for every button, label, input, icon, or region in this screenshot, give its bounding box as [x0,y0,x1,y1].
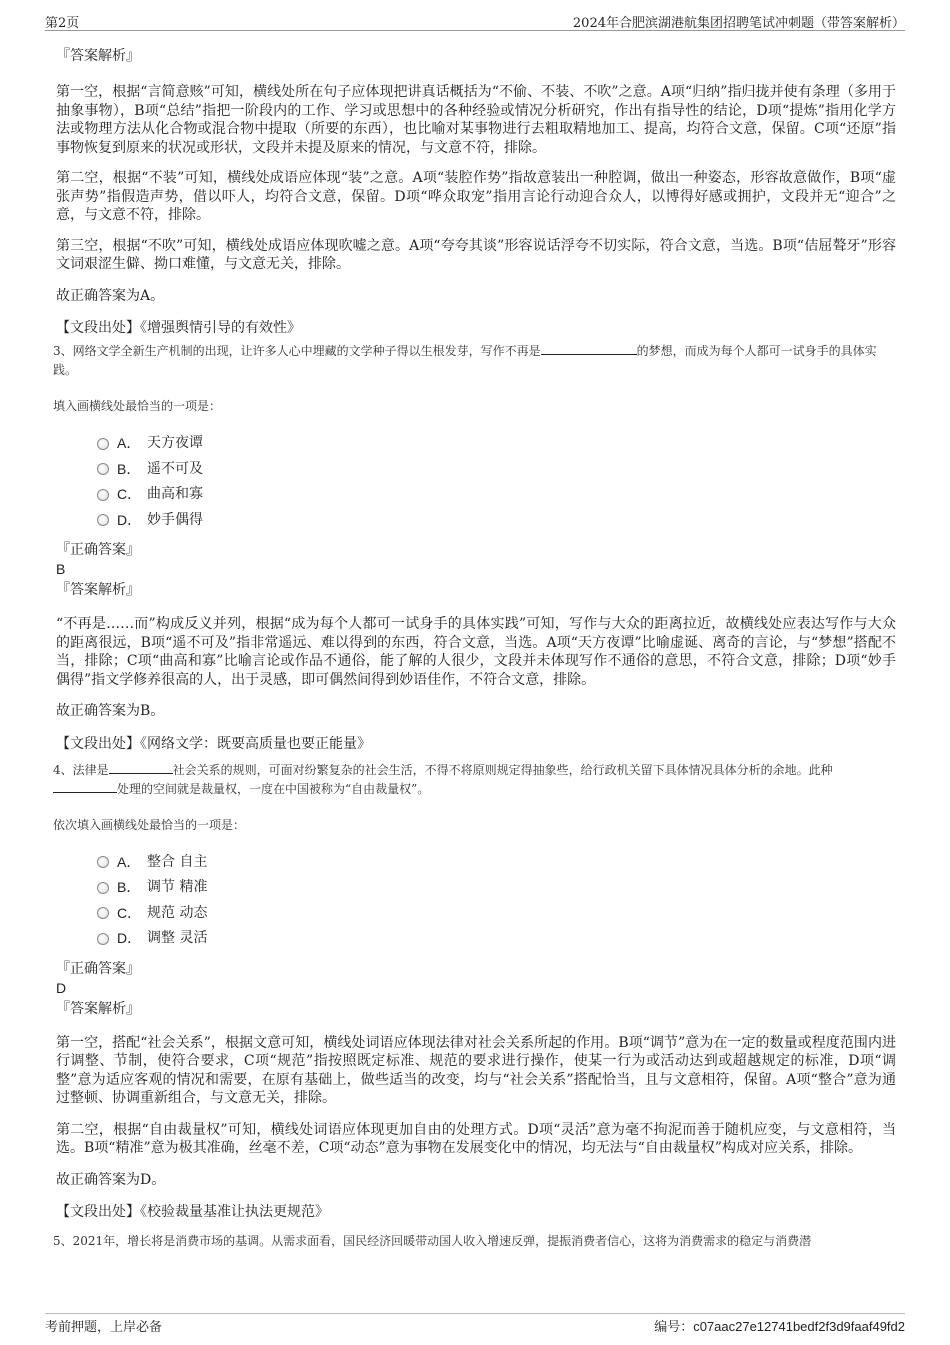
analysis-paragraph: 第三空，根据“不吹”可知，横线处成语应体现吹嘘之意。A项“夸夸其谈”形容说话浮夸不切实际，符合文意，当选。B项“佶屈聱牙”形容文词艰涩生僻、拗口难懂，与文意无关，排除。 [56,237,896,272]
document-id: 编号：c07aac27e12741bedf2f3d9faaf49fd2 [654,1319,905,1334]
page-content [53,44,896,1251]
analysis-paragraph: 第二空，根据“不装”可知，横线处成语应体现“装”之意。A项“装腔作势”指故意装出一种腔调，做出一种姿态，形容故意做作，B项“虚张声势”指假造声势，借以吓人，均符合文意，保留。D项“哗众取宠”指用言论行动迎合众人，以博得好感或拥护，文段并无“迎合”之意，与文意不符，排除。 [56,170,896,223]
fill-blank [541,344,637,355]
radio-icon[interactable] [97,907,109,919]
option-a[interactable]: A． 天方夜谭 [97,431,896,457]
option-list [56,850,896,952]
radio-icon[interactable] [97,438,109,450]
page-footer [45,1313,905,1335]
analysis-paragraph: “不再是……而”构成反义并列，根据“成为每个人都可一试身手的具体实践”可知，写作与大众的距离拉近，故横线处应表达写作与大众的距离很远，B项“遥不可及”指非常遥远、难以得到的东西，符合文意，当选。A项“天方夜谭”比喻虚诞、离奇的言论，与“梦想”搭配不当，排除；C项“曲高和寡”比喻言论或作品不通俗，能了解的人很少，文段并未体现写作不通俗的意思，不符合文意，排除；D项“妙手偶得”指文学修养很高的人，出于灵感，即可偶然间得到妙语佳作，不符合文意，排除。 [56,616,896,688]
option-b[interactable]: B． 调节 精准 [97,875,896,901]
option-list [56,431,896,533]
fill-blank [53,782,117,793]
conclusion-text: 故正确答案为D。 [56,1171,166,1188]
question-stem: 4、法律是 社会关系的规则，可面对纷繁复杂的社会生活，不得不将原则规定得抽象些，给行政机关留下具体情况具体分析的余地。此种处理的空间就是裁量权，一度在中国被称为“自由裁量权”。 [53,762,833,796]
page-number: 第2页 [45,16,80,31]
radio-icon[interactable] [97,489,109,501]
correct-answer-label: 『正确答案』 [56,960,140,977]
analysis-paragraph: 第二空，根据“自由裁量权”可知，横线处词语应体现更加自由的处理方式。D项“灵活”意为毫不拘泥而善于随机应变，与文意相符，当选。B项“精准”意为极其准确，丝毫不差，C项“动态”意为事物在发展变化中的情况，均无法与“自由裁量权”构成对应关系，排除。 [56,1121,896,1156]
radio-icon[interactable] [97,463,109,475]
document-title: 2024年合肥滨湖港航集团招聘笔试冲刺题（带答案解析） [572,16,905,31]
question-instruction: 填入画横线处最恰当的一项是： [53,399,222,413]
radio-icon[interactable] [97,882,109,894]
page-header [45,12,905,31]
question-stem: 5、2021年，增长将是消费市场的基调。从需求面看，国民经济回暖带动国人收入增速反弹，提振消费者信心，这将为消费需求的稳定与消费潜 [53,1234,812,1248]
option-d[interactable]: D． 妙手偶得 [97,508,896,534]
radio-icon[interactable] [97,933,109,945]
option-b[interactable]: B． 遥不可及 [97,457,896,483]
radio-icon[interactable] [97,856,109,868]
analysis-label: 『答案解析』 [56,48,140,64]
passage-source: 【文段出处】《校验裁量基准让执法更规范》 [56,1204,329,1220]
footer-slogan: 考前押题，上岸必备 [45,1320,163,1335]
fill-blank [109,763,173,774]
option-c[interactable]: C． 规范 动态 [97,901,896,927]
radio-icon[interactable] [97,514,109,526]
analysis-label: 『答案解析』 [56,582,140,598]
analysis-paragraph: 第一空，搭配“社会关系”，根据文意可知，横线处词语应体现法律对社会关系所起的作用。B项“调节”意为在一定的数量或程度范围内进行调整、节制，使符合要求，C项“规范”指按照既定标准、规范的要求进行操作，使某一行为或活动达到或超越规定的标准，D项“调整”意为适应客观的情况和需要，在原有基础上，做些适当的改变，均与“社会关系”搭配恰当，且与文意相符，保留。A项“整合”意为通过整顿、协调重新组合，与文意无关，排除。 [56,1034,896,1106]
correct-answer: B [56,561,66,577]
correct-answer-label: 『正确答案』 [56,542,140,558]
conclusion-text: 故正确答案为A。 [56,287,165,304]
passage-source: 【文段出处】《网络文学：既要高质量也要正能量》 [56,735,371,752]
question-stem: 3、网络文学全新生产机制的出现，让许多人心中埋藏的文学种子得以生根发芽，写作不再是 的梦想，而成为每个人都可一试身手的具体实践。 [53,344,877,377]
correct-answer: D [56,979,67,996]
option-c[interactable]: C． 曲高和寡 [97,482,896,508]
question-instruction: 依次填入画横线处最恰当的一项是： [53,817,246,832]
option-d[interactable]: D． 调整 灵活 [97,926,896,952]
analysis-paragraph: 第一空，根据“言简意赅”可知，横线处所在句子应体现把讲真话概括为“不偷、不装、不吹”之意。A项“归纳”指归拢并使有条理（多用于抽象事物），B项“总结”指把一阶段内的工作、学习或思想中的各种经验或情况分析研究，作出有指导性的结论，D项“提炼”指用化学方法或物理方法从化合物或混合物中提取（所要的东西），也比喻对某事物进行去粗取精地加工、提高，均符合文意，保留。C项“还原”指事物恢复到原来的状况或形状，文段并未提及原来的情况，与文意不符，排除。 [56,84,896,156]
passage-source: 【文段出处】《增强舆情引导的有效性》 [56,320,301,336]
conclusion-text: 故正确答案为B。 [56,703,165,719]
option-a[interactable]: A． 整合 自主 [97,850,896,876]
analysis-label: 『答案解析』 [56,1000,140,1017]
